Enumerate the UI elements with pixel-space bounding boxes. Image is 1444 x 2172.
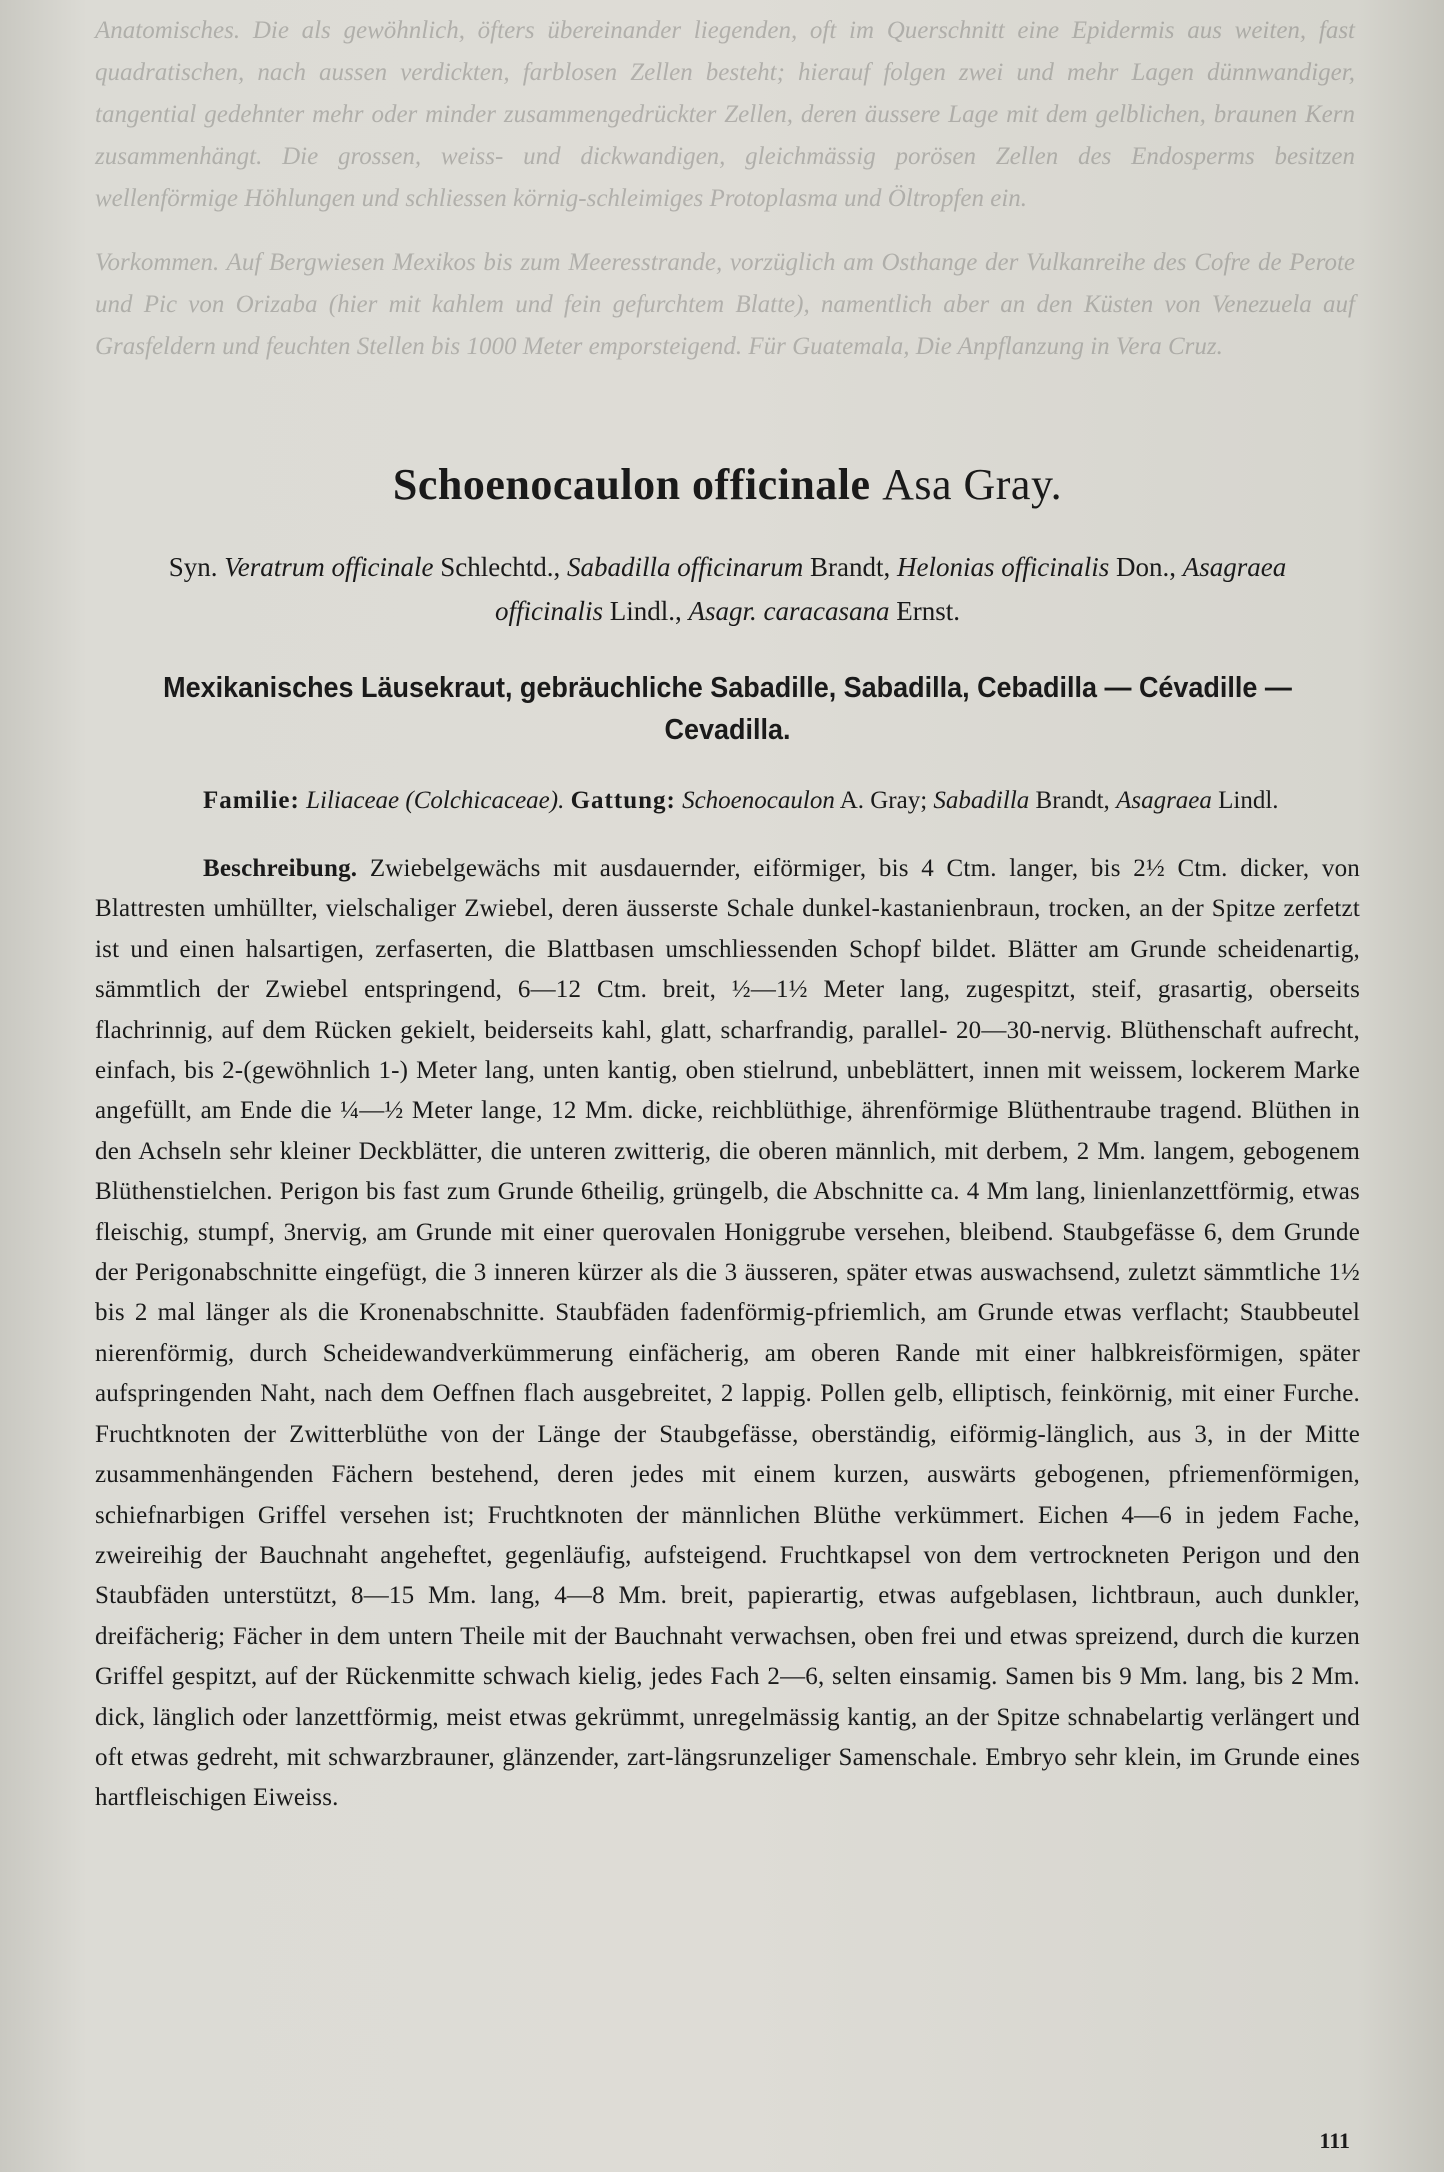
page-number: 111	[1319, 2128, 1350, 2153]
synonym-author: Don.,	[1116, 552, 1176, 582]
genus-name: Sabadilla	[933, 787, 1030, 814]
bleed-through-paragraph: Anatomisches. Die als gewöhnlich, öfters übereinander liegenden, oft im Querschnitt eine Epidermis aus weiten, fast quadratischen, nach aussen verdickten, farblosen Zellen besteht; hierauf folgen zwei und mehr Lagen dünnwandiger, tangential gedehnter mehr oder minder zusammengedrückter Zellen, deren äussere Lage mit dem gelblichen, braunen Kern zusammenhängt. Die grossen, weiss- und dickwandigen, gleichmässig porösen Zellen des Endosperms besitzen wellenförmige Höhlungen und schliessen körnig-schleimiges Protoplasma und Öltropfen ein.	[95, 17, 1355, 212]
bleed-through-paragraph: Vorkommen. Auf Bergwiesen Mexikos bis zum Meeresstrande, vorzüglich am Osthange der Vulkanreihe des Cofre de Perote und Pic von Orizaba (hier mit kahlem und fein gefurchtem Blatte), namentlich aber an den Küsten von Venezuela auf Grasfeldern und feuchten Stellen bis 1000 Meter emporsteigend. Für Guatemala, Die Anpflanzung in Vera Cruz.	[95, 249, 1355, 360]
synonym-author: Brandt,	[810, 552, 891, 582]
family-label: Familie:	[203, 787, 300, 814]
description-paragraph	[95, 849, 1360, 1819]
bleed-through-text	[95, 10, 1355, 390]
synonym-name: Asagr. caracasana	[688, 596, 890, 626]
synonym-name: Sabadilla officinarum	[567, 552, 804, 582]
species-title	[95, 455, 1360, 515]
synonyms	[135, 545, 1320, 633]
synonym-author: Lindl.,	[609, 596, 682, 626]
genus-author: Brandt,	[1035, 787, 1110, 814]
description-label: Beschreibung.	[203, 855, 358, 882]
genus-name: Schoenocaulon	[682, 787, 835, 814]
genus-author: Lindl.	[1218, 787, 1279, 814]
page-content	[95, 455, 1360, 1819]
syn-prefix: Syn.	[168, 552, 218, 582]
genus-name: Asagraea	[1116, 787, 1212, 814]
synonym-name: Asagraea officinalis	[495, 552, 1287, 626]
synonym-author: Ernst.	[896, 596, 960, 626]
family-line	[95, 781, 1360, 821]
synonym-name: Helonias officinalis	[897, 552, 1110, 582]
genus-author: A. Gray;	[839, 787, 928, 814]
common-names: Mexikanisches Läusekraut, gebräuchliche Sabadille, Sabadilla, Cebadilla — Cévadille — Cevadilla.	[163, 672, 1292, 746]
family-name: Liliaceae (Colchicaceae).	[306, 787, 565, 814]
genus-label: Gattung:	[570, 787, 676, 814]
synonym-name: Veratrum officinale	[224, 552, 434, 582]
description-text: Zwiebelgewächs mit ausdauernder, eiförmiger, bis 4 Ctm. langer, bis 2½ Ctm. dicker, von Blattresten umhüllter, vielschaliger Zwiebel, deren äusserste Schale dunkel-kastanienbraun, trocken, an der Spitze zerfetzt ist und einen halsartigen, zerfaserten, die Blattbasen umschliessenden Schopf bildet. Blätter am Grunde scheidenartig, sämmtlich der Zwiebel entspringend, 6—12 Ctm. breit, ½—1½ Meter lang, zugespitzt, steif, grasartig, oberseits flachrinnig, auf dem Rücken gekielt, beiderseits kahl, glatt, scharfrandig, parallel- 20—30-nervig. Blüthenschaft aufrecht, einfach, bis 2-(gewöhnlich 1-) Meter lang, unten kantig, oben stielrund, unbeblättert, innen mit weissem, lockerem Marke angefüllt, am Ende die ¼—½ Meter lange, 12 Mm. dicke, reichblüthige, ährenförmige Blüthentraube tragend. Blüthen in den Achseln sehr kleiner Deckblätter, die unteren zwitterig, die oberen männlich, mit derbem, 2 Mm. langem, gebogenem Blüthenstielchen. Perigon bis fast zum Grunde 6theilig, grüngelb, die Abschnitte ca. 4 Mm lang, linienlanzettförmig, etwas fleischig, stumpf, 3nervig, am Grunde mit einer querovalen Honiggrube versehen, bleibend. Staubgefässe 6, dem Grunde der Perigonabschnitte eingefügt, die 3 inneren kürzer als die 3 äusseren, später etwas auswachsend, zuletzt sämmtliche 1½ bis 2 mal länger als die Kronenabschnitte. Staubfäden fadenförmig-pfriemlich, am Grunde etwas verflacht; Staubbeutel nierenförmig, durch Scheidewandverkümmerung einfächerig, am oberen Rande mit einer halbkreisförmigen, später aufspringenden Naht, nach dem Oeffnen flach ausgebreitet, 2 lappig. Pollen gelb, elliptisch, feinkörnig, mit einer Furche. Fruchtknoten der Zwitterblüthe von der Länge der Staubgefässe, oberständig, eiförmig-länglich, aus 3, in der Mitte zusammenhängenden Fächern bestehend, deren jedes mit einem kurzen, auswärts gebogenen, pfriemenförmigen, schiefnarbigen Griffel versehen ist; Fruchtknoten der männlichen Blüthe verkümmert. Eichen 4—6 in jedem Fache, zweireihig der Bauchnaht angeheftet, gegenläufig, aufsteigend. Fruchtkapsel von dem vertrockneten Perigon und den Staubfäden unterstützt, 8—15 Mm. lang, 4—8 Mm. breit, papierartig, etwas aufgeblasen, lichtbraun, auch dunkler, dreifächerig; Fächer in dem untern Theile mit der Bauchnaht verwachsen, oben frei und etwas spreizend, durch die kurzen Griffel gespitzt, auf der Rückenmitte schwach kielig, jedes Fach 2—6, selten einsamig. Samen bis 9 Mm. lang, bis 2 Mm. dick, länglich oder lanzettförmig, meist etwas gekrümmt, unregelmässig kantig, an der Spitze schnabelartig verlängert und oft etwas gedreht, mit schwarzbrauner, glänzender, zart-längsrunzeliger Samenschale. Embryo sehr klein, im Grunde eines hartfleischigen Eiweiss.	[95, 855, 1360, 1812]
species-name: Schoenocaulon officinale	[392, 460, 871, 509]
synonym-author: Schlechtd.,	[440, 552, 561, 582]
species-author: Asa Gray.	[882, 460, 1063, 509]
